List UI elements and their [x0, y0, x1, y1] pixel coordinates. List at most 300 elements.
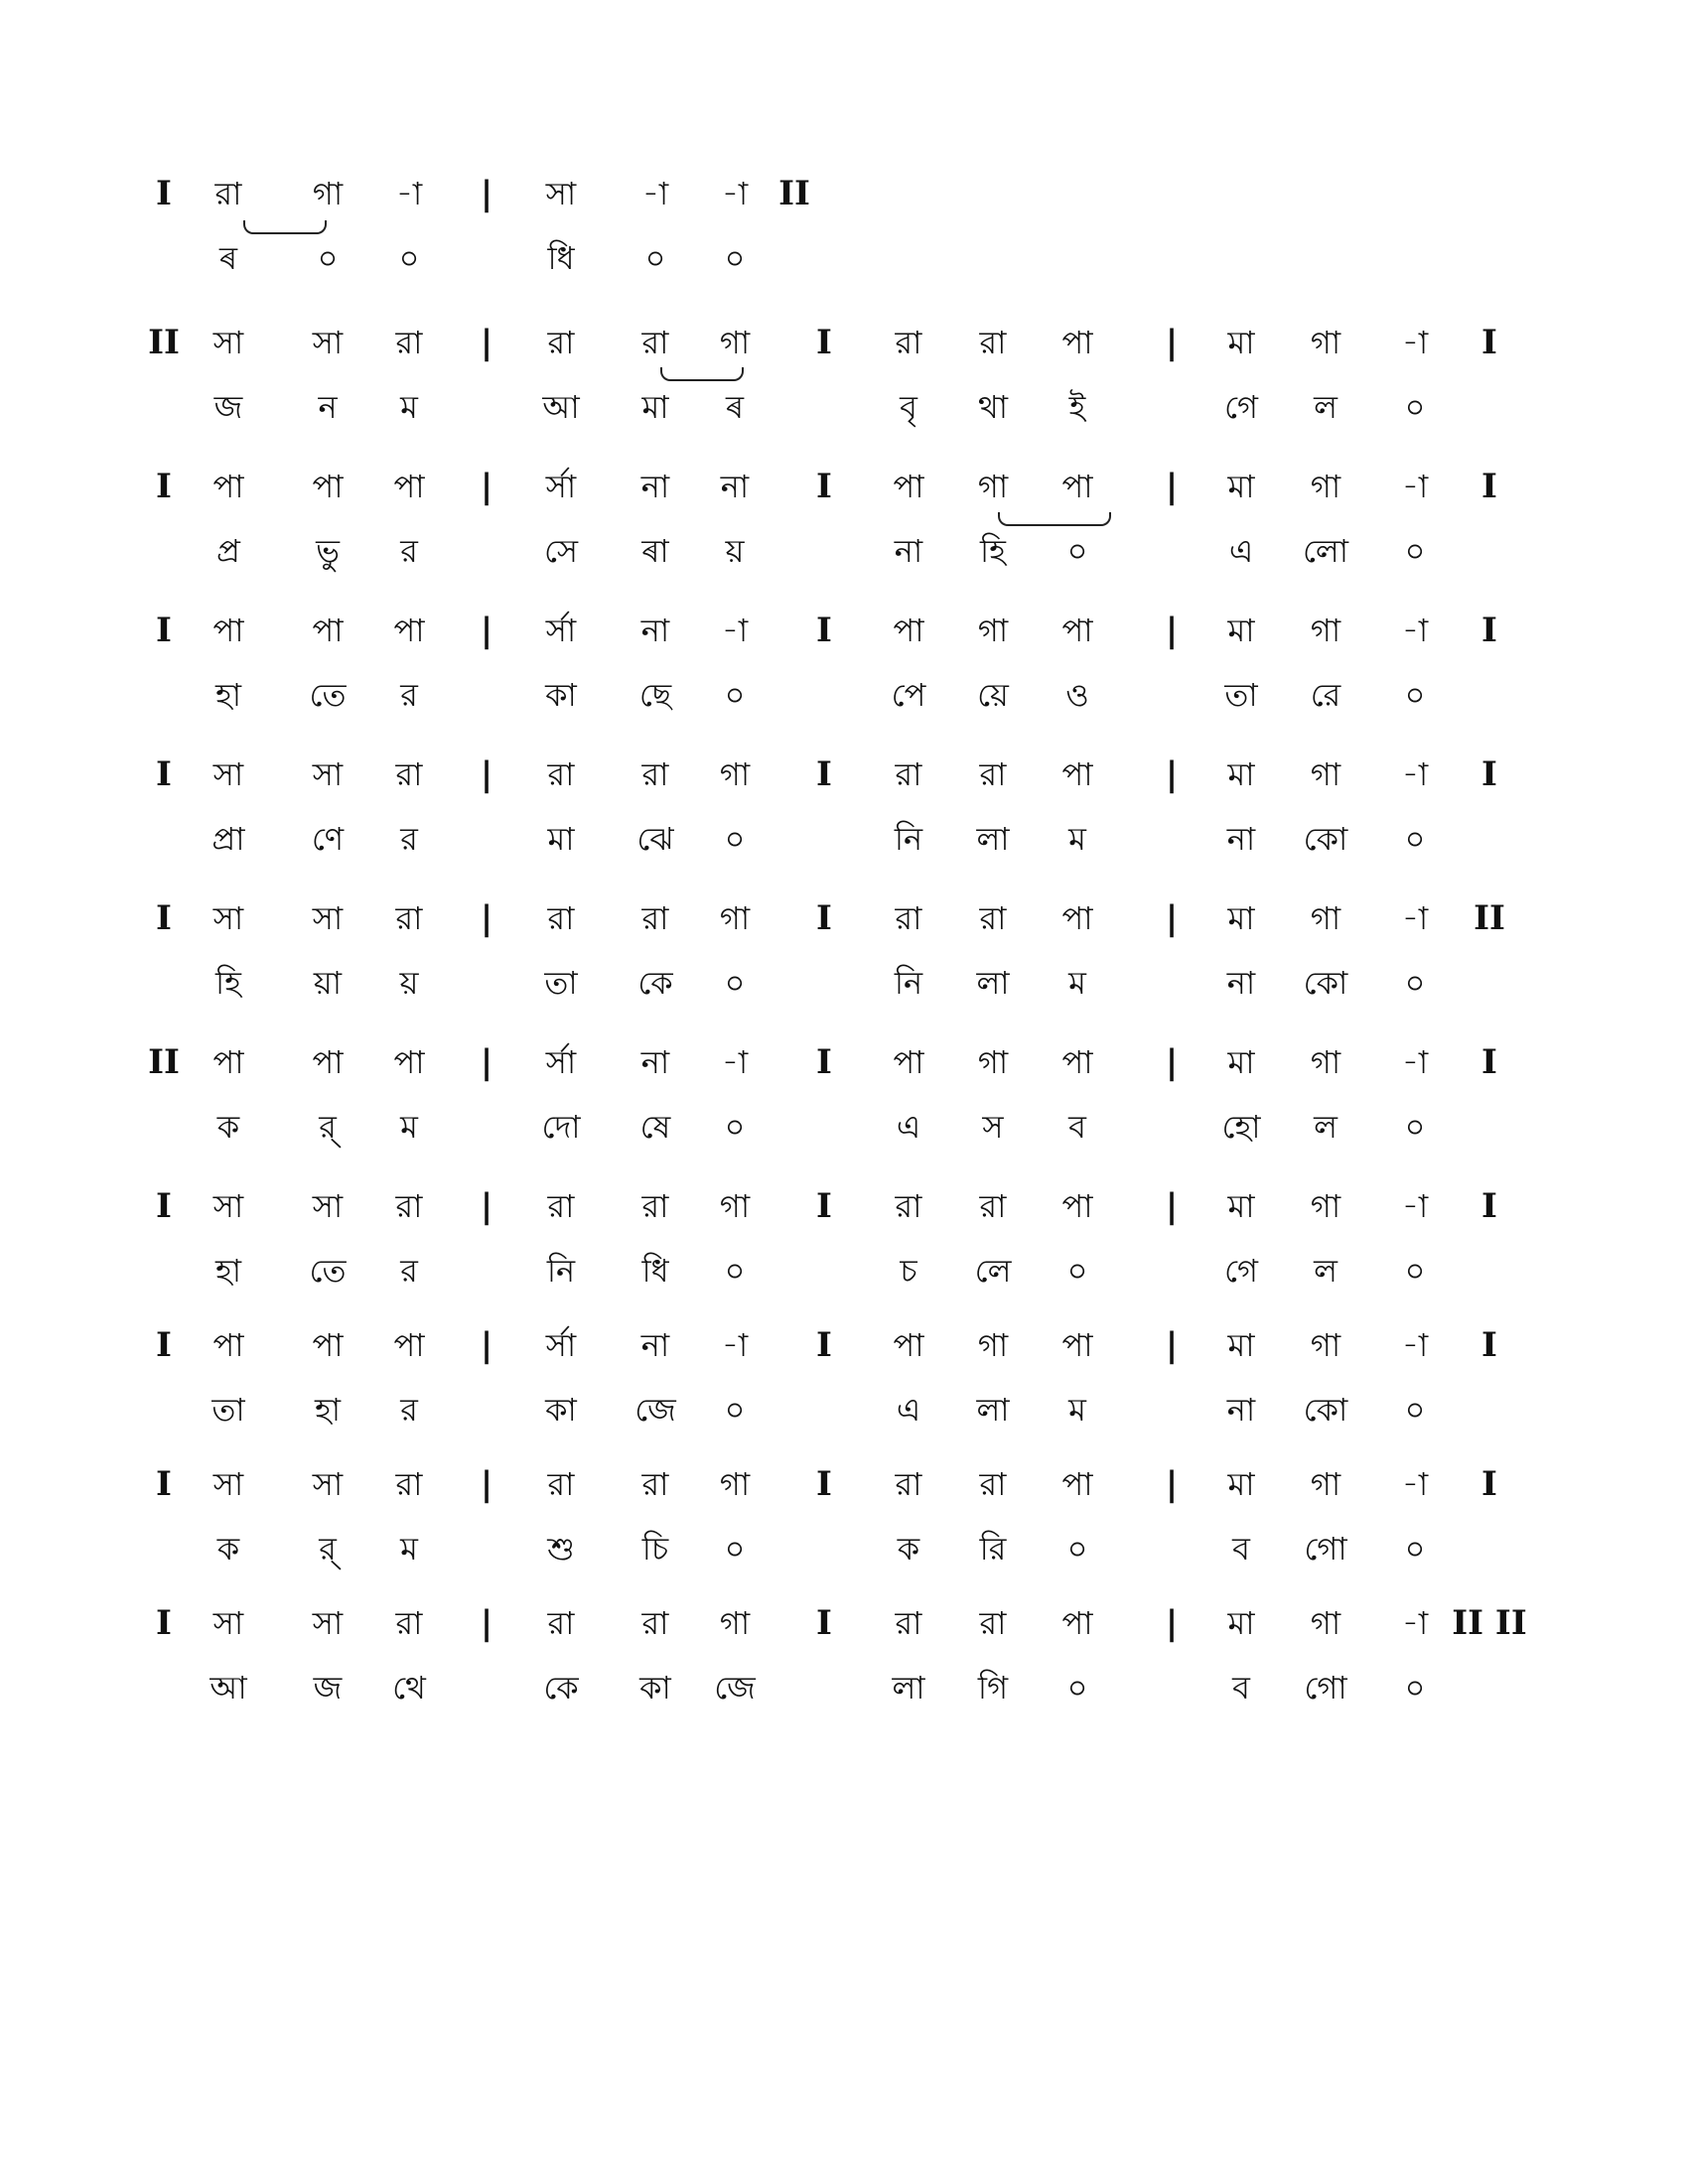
lyric-syllable: কে: [637, 964, 673, 1002]
swara-note: না: [640, 612, 670, 649]
swara-note: রা: [214, 175, 242, 212]
lyric-syllable: ছে: [638, 676, 672, 714]
notation-row: [0, 1454, 1688, 1514]
lyric-syllable: ৰা: [641, 532, 669, 570]
swara-note: পা: [1061, 755, 1093, 793]
swara-note: -া: [721, 1326, 749, 1364]
swara-note: -া: [1401, 468, 1429, 505]
lyric-syllable: না: [1226, 820, 1256, 858]
swara-note: গা: [1310, 1465, 1341, 1503]
lyric-row: [0, 953, 1688, 1013]
lyric-syllable: প্রা: [211, 820, 245, 858]
barline: I: [1481, 1042, 1497, 1082]
lyric-syllable: তা: [1224, 676, 1258, 714]
barline: I: [156, 754, 172, 794]
barline: I: [816, 1042, 832, 1082]
lyric-syllable: ম: [400, 1108, 418, 1146]
lyric-syllable: রি: [979, 1530, 1007, 1568]
swara-note: পা: [1061, 1326, 1093, 1364]
lyric-syllable: ০: [1066, 1669, 1088, 1706]
lyric-syllable: লে: [974, 1252, 1012, 1290]
lyric-syllable: রে: [1310, 676, 1341, 714]
swara-note: রা: [895, 324, 922, 361]
barline: I: [156, 1325, 172, 1365]
barline: |: [1165, 1464, 1179, 1504]
lyric-syllable: আ: [210, 1669, 247, 1706]
swara-note: রা: [395, 1604, 423, 1642]
swara-note: পা: [393, 612, 425, 649]
barline: II: [778, 174, 810, 213]
barline: I: [1481, 1464, 1497, 1504]
lyric-syllable: ক: [216, 1108, 240, 1146]
swara-note: রা: [895, 1465, 922, 1503]
lyric-syllable: ০: [724, 1391, 746, 1429]
swara-note: -া: [1401, 1326, 1429, 1364]
lyric-syllable: র: [400, 820, 418, 858]
swara-note: রা: [641, 1187, 669, 1225]
barline: I: [1481, 1325, 1497, 1365]
swara-note: -া: [1401, 324, 1429, 361]
lyric-syllable: ০: [1404, 388, 1426, 426]
lyric-syllable: ই: [1068, 388, 1086, 426]
barline: |: [480, 1603, 493, 1643]
swara-note: পা: [1061, 468, 1093, 505]
lyric-syllable: ঝে: [636, 820, 674, 858]
swara-note: রা: [395, 755, 423, 793]
swara-note: গা: [1310, 612, 1341, 649]
barline: II II: [1452, 1603, 1527, 1643]
lyric-syllable: এ: [896, 1108, 921, 1146]
swara-note: রা: [979, 755, 1007, 793]
lyric-syllable: হো: [1221, 1108, 1261, 1146]
lyric-syllable: কে: [543, 1669, 579, 1706]
swara-note: পা: [1061, 1465, 1093, 1503]
barline: I: [816, 1464, 832, 1504]
barline: |: [480, 1042, 493, 1082]
lyric-syllable: ০: [724, 964, 746, 1002]
swara-note: গা: [1310, 468, 1341, 505]
lyric-syllable: জ: [213, 388, 243, 426]
swara-note: রা: [895, 1604, 922, 1642]
swara-note: -া: [395, 175, 423, 212]
swara-note: রা: [979, 1465, 1007, 1503]
swara-note: পা: [212, 1043, 244, 1081]
swara-note: রা: [547, 1465, 575, 1503]
barline: |: [1165, 1042, 1179, 1082]
lyric-syllable: ০: [724, 820, 746, 858]
lyric-syllable: হা: [214, 1252, 242, 1290]
barline: I: [156, 467, 172, 506]
swara-note: সা: [212, 1465, 244, 1503]
swara-note: না: [720, 468, 750, 505]
lyric-syllable: ম: [1068, 964, 1086, 1002]
swara-note: গা: [719, 755, 751, 793]
lyric-syllable: না: [894, 532, 923, 570]
swara-note: মা: [1227, 612, 1255, 649]
lyric-syllable: ০: [1404, 1669, 1426, 1706]
swara-note: পা: [893, 1043, 924, 1081]
lyric-syllable: গো: [1304, 1669, 1347, 1706]
barline: I: [1481, 754, 1497, 794]
lyric-syllable: না: [1226, 1391, 1256, 1429]
swara-note: মা: [1227, 1604, 1255, 1642]
lyric-syllable: ৰ: [725, 388, 745, 426]
barline: I: [816, 323, 832, 362]
lyric-syllable: ০: [724, 239, 746, 277]
lyric-syllable: কা: [639, 1669, 671, 1706]
swara-note: পা: [312, 612, 344, 649]
lyric-syllable: ধি: [547, 239, 575, 277]
barline: I: [816, 1186, 832, 1226]
swara-note: গা: [719, 899, 751, 937]
lyric-syllable: তা: [211, 1391, 245, 1429]
lyric-syllable: লা: [976, 964, 1010, 1002]
lyric-syllable: নি: [546, 1252, 576, 1290]
barline: |: [480, 1325, 493, 1365]
swara-note: সা: [312, 324, 344, 361]
barline: I: [156, 174, 172, 213]
lyric-syllable: জে: [634, 1391, 676, 1429]
swara-note: -া: [641, 175, 669, 212]
lyric-syllable: লা: [976, 820, 1010, 858]
barline: I: [1481, 611, 1497, 650]
swara-note: রা: [641, 755, 669, 793]
swara-note: সা: [212, 1604, 244, 1642]
swara-note: গা: [719, 1604, 751, 1642]
barline: |: [480, 323, 493, 362]
swara-note: পা: [1061, 1187, 1093, 1225]
barline: |: [480, 1186, 493, 1226]
swara-note: না: [640, 1043, 670, 1081]
swara-note: মা: [1227, 1465, 1255, 1503]
lyric-syllable: তে: [309, 1252, 347, 1290]
swara-note: গা: [1310, 1187, 1341, 1225]
notation-row: [0, 601, 1688, 660]
lyric-syllable: ০: [644, 239, 666, 277]
slur-mark: [243, 220, 327, 234]
lyric-syllable: ণে: [311, 820, 345, 858]
lyric-syllable: ম: [400, 388, 418, 426]
slur-mark: [998, 512, 1111, 526]
lyric-syllable: তে: [309, 676, 347, 714]
notation-row: [0, 745, 1688, 804]
barline: I: [816, 754, 832, 794]
lyric-row: [0, 377, 1688, 437]
swara-note: -া: [1401, 899, 1429, 937]
lyric-syllable: য়া: [313, 964, 343, 1002]
lyric-syllable: কো: [1303, 964, 1348, 1002]
lyric-syllable: নি: [894, 820, 923, 858]
lyric-syllable: য়: [725, 532, 745, 570]
swara-note: রা: [395, 899, 423, 937]
swara-note: পা: [312, 1043, 344, 1081]
barline: |: [480, 754, 493, 794]
lyric-syllable: র্: [319, 1108, 337, 1146]
barline: |: [480, 611, 493, 650]
barline: |: [480, 1464, 493, 1504]
lyric-syllable: কো: [1303, 820, 1348, 858]
lyric-row: [0, 665, 1688, 725]
swara-note: সা: [312, 1604, 344, 1642]
swara-note: পা: [393, 1043, 425, 1081]
lyric-syllable: ল: [1314, 388, 1337, 426]
slur-mark: [660, 367, 744, 381]
swara-note: রা: [395, 1187, 423, 1225]
notation-row: [0, 1315, 1688, 1375]
lyric-syllable: ল: [1314, 1108, 1337, 1146]
swara-note: মা: [1227, 1326, 1255, 1364]
swara-note: রা: [547, 1604, 575, 1642]
lyric-syllable: ল: [1314, 1252, 1337, 1290]
swara-note: র্সা: [545, 1043, 577, 1081]
lyric-syllable: দো: [541, 1108, 581, 1146]
swara-note: গা: [977, 1043, 1009, 1081]
notation-row: [0, 313, 1688, 372]
lyric-syllable: বৃ: [900, 388, 917, 426]
swara-note: -া: [721, 612, 749, 649]
barline: II: [148, 1042, 180, 1082]
swara-note: রা: [547, 755, 575, 793]
lyric-syllable: ০: [724, 1530, 746, 1568]
lyric-syllable: ০: [1404, 1252, 1426, 1290]
lyric-syllable: গে: [1224, 1252, 1258, 1290]
swara-note: গা: [719, 324, 751, 361]
swara-note: গা: [1310, 1043, 1341, 1081]
swara-note: গা: [1310, 324, 1341, 361]
swara-note: সা: [312, 755, 344, 793]
swara-note: রা: [395, 324, 423, 361]
swara-note: সা: [545, 175, 577, 212]
swara-note: রা: [979, 899, 1007, 937]
lyric-syllable: সে: [543, 532, 579, 570]
lyric-syllable: হি: [980, 532, 1006, 570]
lyric-syllable: কা: [545, 1391, 577, 1429]
lyric-row: [0, 228, 1688, 288]
lyric-syllable: র্: [319, 1530, 337, 1568]
lyric-syllable: না: [1226, 964, 1256, 1002]
lyric-syllable: ধি: [641, 1252, 669, 1290]
swara-note: রা: [547, 324, 575, 361]
barline: |: [1165, 323, 1179, 362]
lyric-syllable: ৰ: [218, 239, 238, 277]
lyric-syllable: জ: [313, 1669, 343, 1706]
barline: |: [1165, 467, 1179, 506]
lyric-syllable: ০: [1404, 676, 1426, 714]
swara-note: গা: [977, 1326, 1009, 1364]
lyric-syllable: র: [400, 676, 418, 714]
lyric-syllable: র: [400, 532, 418, 570]
lyric-syllable: ব: [1068, 1108, 1086, 1146]
swara-note: রা: [979, 1604, 1007, 1642]
swara-note: মা: [1227, 1043, 1255, 1081]
swara-note: না: [640, 1326, 670, 1364]
swara-note: র্সা: [545, 612, 577, 649]
swara-note: মা: [1227, 468, 1255, 505]
swara-note: -া: [1401, 1187, 1429, 1225]
lyric-syllable: ম: [1068, 820, 1086, 858]
lyric-syllable: গে: [1224, 388, 1258, 426]
lyric-syllable: য়ে: [977, 676, 1009, 714]
swara-note: সা: [212, 899, 244, 937]
lyric-syllable: জে: [714, 1669, 756, 1706]
lyric-syllable: মা: [641, 388, 669, 426]
lyric-syllable: আ: [542, 388, 580, 426]
lyric-syllable: ক: [216, 1530, 240, 1568]
swara-note: গা: [1310, 1604, 1341, 1642]
lyric-syllable: ০: [1404, 1391, 1426, 1429]
swara-note: -া: [1401, 1604, 1429, 1642]
swara-note: র্সা: [545, 1326, 577, 1364]
swara-note: -া: [1401, 755, 1429, 793]
swara-note: গা: [1310, 899, 1341, 937]
barline: |: [1165, 1325, 1179, 1365]
lyric-row: [0, 1241, 1688, 1300]
swara-note: পা: [312, 1326, 344, 1364]
swara-note: গা: [977, 612, 1009, 649]
swara-note: সা: [312, 899, 344, 937]
lyric-syllable: থে: [392, 1669, 426, 1706]
lyric-syllable: হা: [314, 1391, 342, 1429]
swara-note: সা: [212, 1187, 244, 1225]
swara-note: রা: [641, 1465, 669, 1503]
lyric-syllable: ব: [1232, 1530, 1250, 1568]
lyric-syllable: শু: [547, 1530, 575, 1568]
swara-note: পা: [393, 1326, 425, 1364]
barline: I: [156, 1186, 172, 1226]
lyric-syllable: ০: [1066, 1530, 1088, 1568]
lyric-syllable: হা: [214, 676, 242, 714]
swara-note: রা: [979, 1187, 1007, 1225]
swara-note: -া: [1401, 1465, 1429, 1503]
swara-note: রা: [395, 1465, 423, 1503]
barline: |: [480, 174, 493, 213]
swara-note: রা: [641, 1604, 669, 1642]
lyric-row: [0, 1658, 1688, 1717]
lyric-syllable: ০: [724, 1252, 746, 1290]
lyric-syllable: র: [400, 1391, 418, 1429]
swara-note: সা: [212, 755, 244, 793]
lyric-syllable: লা: [976, 1391, 1010, 1429]
swara-note: পা: [212, 612, 244, 649]
lyric-syllable: ও: [1065, 676, 1089, 714]
swara-note: মা: [1227, 755, 1255, 793]
lyric-syllable: ০: [1404, 1108, 1426, 1146]
lyric-syllable: ব: [1232, 1669, 1250, 1706]
swara-note: পা: [893, 1326, 924, 1364]
lyric-syllable: ০: [1404, 820, 1426, 858]
swara-note: র্সা: [545, 468, 577, 505]
barline: |: [480, 467, 493, 506]
swara-note: পা: [212, 468, 244, 505]
swara-note: গা: [1310, 755, 1341, 793]
barline: I: [816, 611, 832, 650]
barline: I: [816, 898, 832, 938]
lyric-syllable: ০: [724, 676, 746, 714]
lyric-syllable: ০: [1404, 532, 1426, 570]
barline: I: [1481, 323, 1497, 362]
swara-note: না: [640, 468, 670, 505]
notation-row: [0, 1032, 1688, 1092]
barline: I: [1481, 1186, 1497, 1226]
lyric-syllable: হি: [215, 964, 241, 1002]
lyric-syllable: চ: [900, 1252, 917, 1290]
swara-note: -া: [1401, 612, 1429, 649]
lyric-syllable: য়: [399, 964, 419, 1002]
lyric-syllable: ন: [318, 388, 338, 426]
lyric-syllable: লো: [1302, 532, 1349, 570]
lyric-syllable: ০: [1404, 1530, 1426, 1568]
lyric-syllable: প্র: [216, 532, 240, 570]
lyric-syllable: কা: [545, 676, 577, 714]
swara-note: পা: [893, 612, 924, 649]
swara-note: পা: [1061, 612, 1093, 649]
lyric-syllable: ক: [897, 1530, 920, 1568]
notation-row: [0, 1176, 1688, 1236]
barline: |: [480, 898, 493, 938]
barline: I: [816, 1603, 832, 1643]
lyric-syllable: এ: [896, 1391, 921, 1429]
barline: I: [156, 898, 172, 938]
swara-note: পা: [893, 468, 924, 505]
barline: I: [1481, 467, 1497, 506]
lyric-syllable: ম: [1068, 1391, 1086, 1429]
lyric-syllable: স: [982, 1108, 1004, 1146]
barline: |: [1165, 898, 1179, 938]
swara-note: গা: [312, 175, 344, 212]
swara-note: মা: [1227, 1187, 1255, 1225]
lyric-row: [0, 1097, 1688, 1157]
swara-note: রা: [979, 324, 1007, 361]
lyric-syllable: মা: [547, 820, 575, 858]
swara-note: রা: [895, 899, 922, 937]
swara-note: রা: [895, 1187, 922, 1225]
swara-note: রা: [547, 899, 575, 937]
lyric-syllable: থা: [977, 388, 1009, 426]
swara-note: রা: [547, 1187, 575, 1225]
swara-note: সা: [312, 1187, 344, 1225]
lyric-syllable: ০: [1066, 532, 1088, 570]
swara-note: গা: [719, 1465, 751, 1503]
swara-note: রা: [641, 899, 669, 937]
lyric-syllable: চি: [641, 1530, 669, 1568]
lyric-syllable: নি: [894, 964, 923, 1002]
lyric-row: [0, 1380, 1688, 1439]
swara-note: রা: [895, 755, 922, 793]
lyric-syllable: কো: [1303, 1391, 1348, 1429]
swara-note: পা: [312, 468, 344, 505]
swara-note: গা: [719, 1187, 751, 1225]
lyric-syllable: গি: [977, 1669, 1009, 1706]
lyric-syllable: ০: [317, 239, 339, 277]
swara-note: গা: [977, 468, 1009, 505]
swara-note: -া: [721, 175, 749, 212]
lyric-row: [0, 809, 1688, 869]
swara-note: মা: [1227, 324, 1255, 361]
swara-note: পা: [1061, 1604, 1093, 1642]
lyric-syllable: র: [400, 1252, 418, 1290]
lyric-syllable: এ: [1228, 532, 1254, 570]
barline: I: [816, 1325, 832, 1365]
barline: |: [1165, 1186, 1179, 1226]
barline: I: [156, 1464, 172, 1504]
lyric-row: [0, 1519, 1688, 1578]
lyric-syllable: ০: [1066, 1252, 1088, 1290]
lyric-syllable: ম: [400, 1530, 418, 1568]
swara-note: সা: [212, 324, 244, 361]
notation-row: [0, 888, 1688, 948]
barline: |: [1165, 754, 1179, 794]
barline: II: [148, 323, 180, 362]
